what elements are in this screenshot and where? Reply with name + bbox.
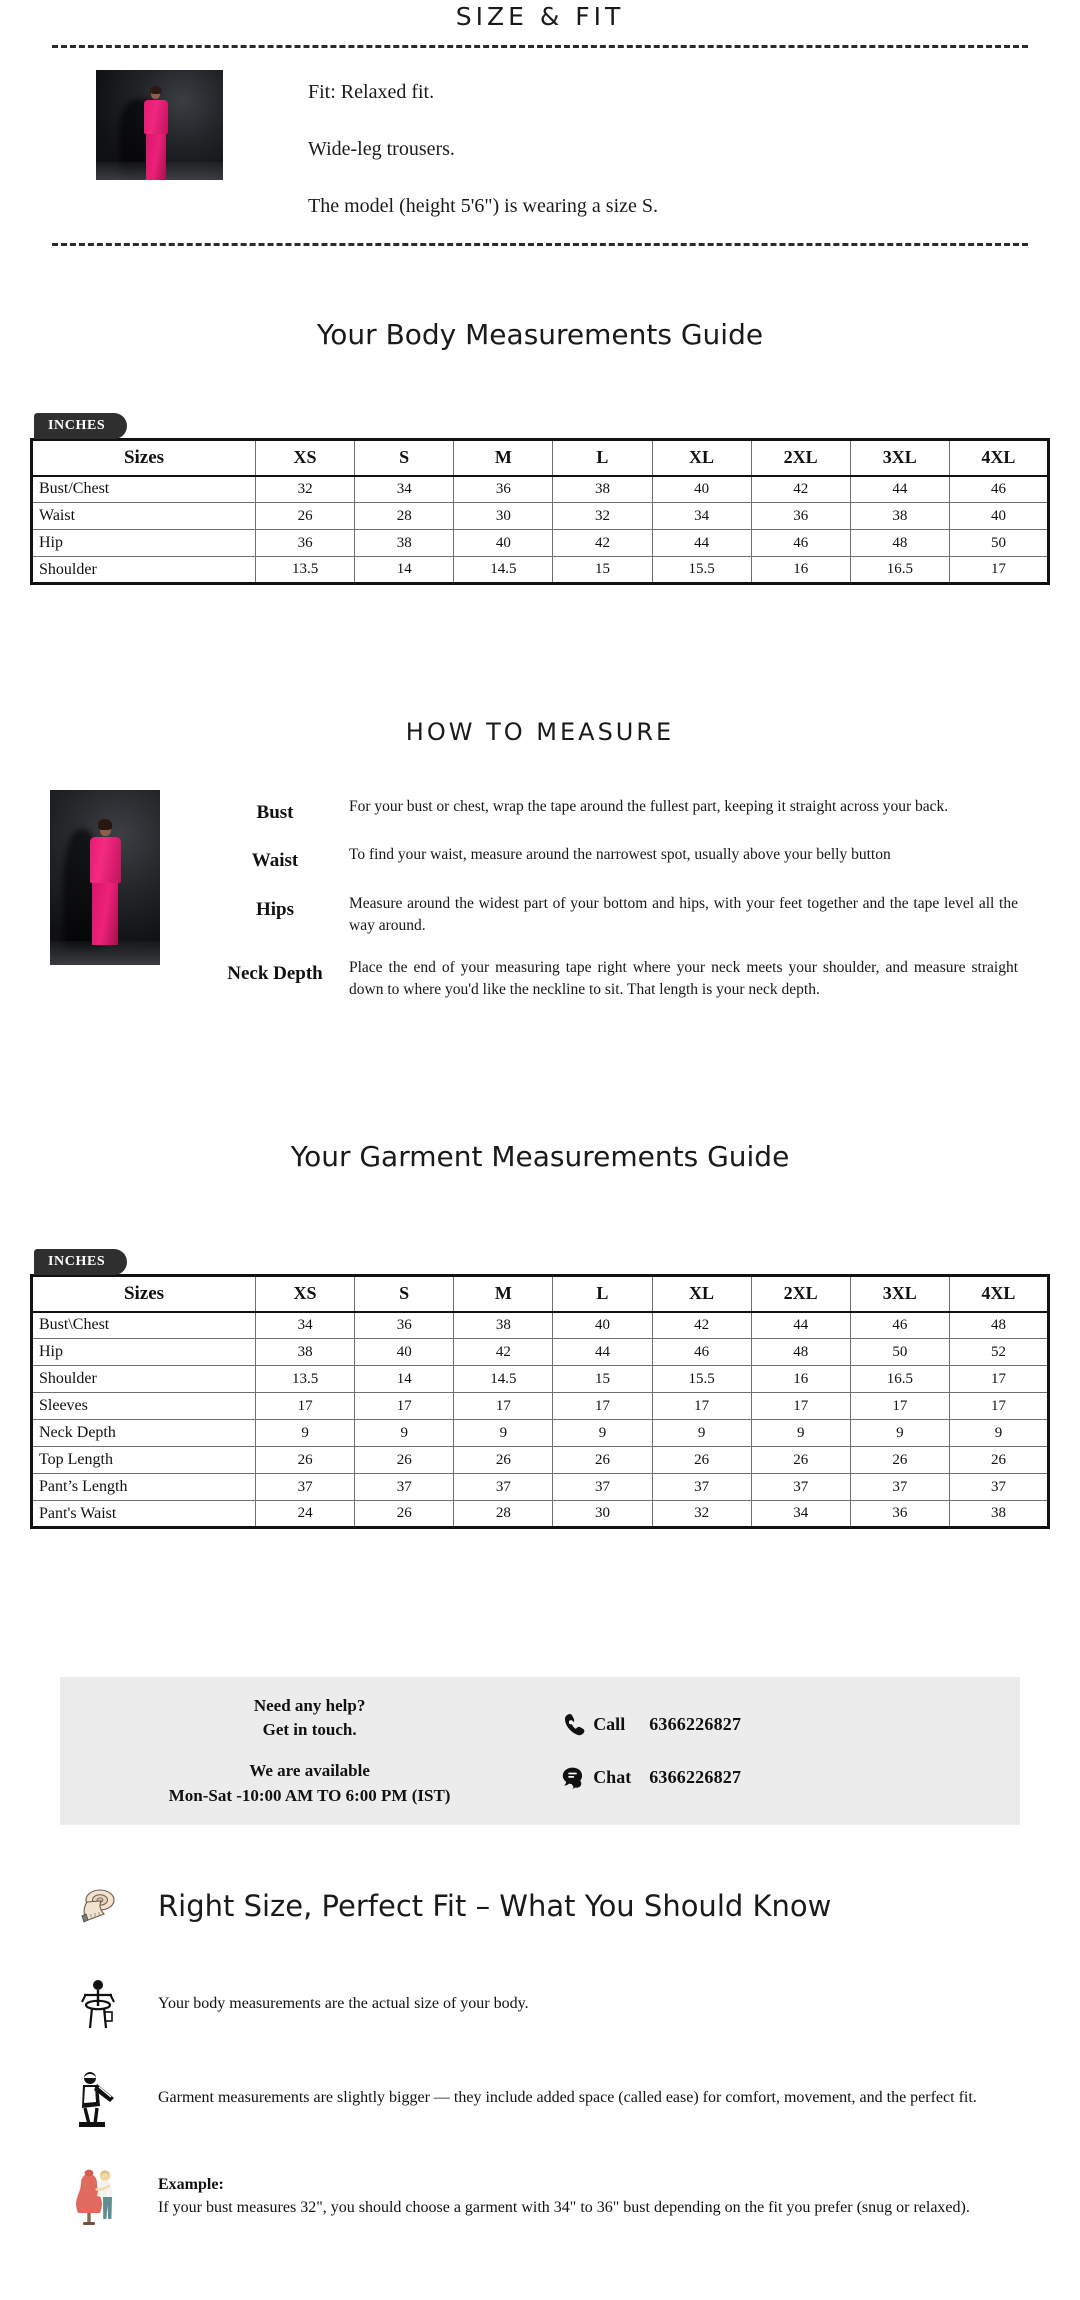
chat-number[interactable]: 6366226827 [649,1767,742,1787]
col-header-3xl: 3XL [850,440,949,476]
cell: 42 [553,530,652,557]
cell: 26 [256,1447,355,1474]
cell: 46 [850,1312,949,1339]
col-header-4xl: 4XL [949,1276,1048,1312]
col-header-xs: XS [256,1276,355,1312]
cell: 36 [256,530,355,557]
table-row [32,1501,1049,1528]
need-help-group [60,1694,559,1743]
row-label: Shoulder [32,1366,256,1393]
example-label: Example: [158,2175,224,2193]
table-row [32,1312,1049,1339]
col-header-m: M [454,440,553,476]
cell: 14.5 [454,557,553,584]
tips-section [0,1878,1080,2228]
table-row [32,1339,1049,1366]
cell: 32 [553,503,652,530]
cell: 26 [355,1447,454,1474]
call-number[interactable]: 6366226827 [649,1714,742,1734]
cell: 17 [355,1393,454,1420]
tape-measure-icon [60,1878,136,1934]
cell: 38 [553,476,652,503]
unit-tab-inches-garment[interactable]: INCHES [34,1249,127,1275]
table-header-row [32,1276,1049,1312]
cell: 37 [553,1474,652,1501]
tip-item-garment-ease [60,2068,1020,2128]
cell: 15.5 [652,557,751,584]
measure-description: Place the end of your measuring tape right where your neck meets your shoulder, and measure straight down to where you'd like the neckline to sit. That length is your neck depth. [349,958,1018,998]
tips-heading: Right Size, Perfect Fit – What You Should Know [158,1889,832,1923]
cell: 26 [256,503,355,530]
page-title: SIZE & FIT [455,2,625,31]
col-header-sizes: Sizes [32,440,256,476]
model-figure [141,88,171,180]
measure-item-hips [215,893,1028,937]
cell: 14.5 [454,1366,553,1393]
cell: 26 [751,1447,850,1474]
garment-table-body [32,1312,1049,1528]
cell: 44 [751,1312,850,1339]
table-row [32,476,1049,503]
phone-icon [559,1712,585,1738]
model-photo-measure [50,790,160,965]
cell: 42 [751,476,850,503]
cell: 38 [454,1312,553,1339]
cell: 37 [751,1474,850,1501]
cell: 30 [454,503,553,530]
cell: 44 [850,476,949,503]
cell: 52 [949,1339,1048,1366]
cell: 28 [454,1501,553,1528]
cell: 36 [454,476,553,503]
tip-text-example [158,2173,1020,2219]
garment-measurements-table-wrap [0,1248,1080,1529]
cell: 24 [256,1501,355,1528]
need-help-line-1: Need any help? [253,1695,366,1715]
cell: 26 [949,1447,1048,1474]
table-row [32,1474,1049,1501]
col-header-4xl: 4XL [949,440,1048,476]
cell: 13.5 [256,557,355,584]
cell: 17 [751,1393,850,1420]
cell: 17 [949,1366,1048,1393]
cell: 46 [949,476,1048,503]
measure-description: Measure around the widest part of your bottom and hips, with your feet together and the tape level all the way around. [349,894,1018,934]
fit-line-3: The model (height 5'6") is wearing a size S. [308,195,659,217]
tip-item-example [60,2164,1020,2228]
cell: 15.5 [652,1366,751,1393]
cell: 40 [355,1339,454,1366]
dress-form-icon [60,2164,136,2228]
cell: 37 [454,1474,553,1501]
fit-line-2: Wide-leg trousers. [308,138,455,160]
help-contact-section [0,1677,1080,1825]
cell: 13.5 [256,1366,355,1393]
chat-label: Chat [593,1767,632,1787]
garment-measurements-section [0,1140,1080,1173]
measure-description: To find your waist, measure around the narrowest spot, usually above your belly button [349,846,891,864]
cell: 30 [553,1501,652,1528]
cell: 17 [949,1393,1048,1420]
cell: 37 [850,1474,949,1501]
model-head [151,88,160,99]
cell: 38 [256,1339,355,1366]
row-label: Neck Depth [32,1420,256,1447]
cell: 9 [751,1420,850,1447]
cell: 40 [553,1312,652,1339]
cell: 28 [355,503,454,530]
cell: 26 [553,1447,652,1474]
cell: 16.5 [850,1366,949,1393]
cell: 14 [355,557,454,584]
model-top-garment [144,100,168,134]
cell: 37 [355,1474,454,1501]
table-row [32,1447,1049,1474]
model-hair [98,819,112,830]
model-trousers [146,134,166,180]
cell: 17 [553,1393,652,1420]
row-label: Bust\Chest [32,1312,256,1339]
body-guide-heading: Your Body Measurements Guide [316,318,764,351]
example-body: If your bust measures 32", you should choose a garment with 34" to 36" bust depending on the fit you prefer (snug or relaxed). [158,2199,970,2216]
cell: 26 [850,1447,949,1474]
cell: 50 [850,1339,949,1366]
col-header-s: S [355,440,454,476]
cell: 44 [553,1339,652,1366]
col-header-sizes: Sizes [32,1276,256,1312]
cell: 44 [652,530,751,557]
fit-line-1: Fit: Relaxed fit. [308,81,435,103]
cell: 37 [652,1474,751,1501]
row-label: Pant's Waist [32,1501,256,1528]
body-measurements-table-wrap [0,412,1080,585]
tips-heading-row [60,1878,1020,1934]
body-measurements-section [0,318,1080,351]
cell: 38 [355,530,454,557]
measure-item-neck-depth [215,957,1028,1001]
cell: 15 [553,1366,652,1393]
col-header-xl: XL [652,440,751,476]
unit-tab-inches-body[interactable]: INCHES [34,413,127,439]
col-header-xl: XL [652,1276,751,1312]
cell: 9 [949,1420,1048,1447]
chat-contact-row[interactable] [559,1765,1020,1791]
cell: 46 [751,530,850,557]
cell: 17 [454,1393,553,1420]
measure-term: Hips [255,898,295,920]
row-label: Hip [32,1339,256,1366]
cell: 48 [751,1339,850,1366]
cell: 34 [256,1312,355,1339]
fit-description-block [0,48,1080,219]
fit-text-lines [308,70,658,219]
cell: 40 [949,503,1048,530]
cell: 34 [751,1501,850,1528]
tip-text: Your body measurements are the actual size of your body. [158,1995,529,2013]
cell: 15 [553,557,652,584]
availability-line-1: We are available [249,1761,370,1780]
measure-item-bust [215,796,1028,824]
col-header-3xl: 3XL [850,1276,949,1312]
cell: 9 [355,1420,454,1447]
help-text-block [60,1694,559,1809]
table-row [32,557,1049,584]
cell: 26 [454,1447,553,1474]
cell: 16 [751,557,850,584]
col-header-xs: XS [256,440,355,476]
cell: 37 [256,1474,355,1501]
cell: 42 [652,1312,751,1339]
cell: 38 [949,1501,1048,1528]
cell: 9 [256,1420,355,1447]
divider-bottom [52,243,1028,246]
measure-definition-list [215,790,1028,1001]
measure-description: For your bust or chest, wrap the tape around the fullest part, keeping it straight across your back. [349,798,949,815]
model-hair [150,86,161,94]
cell: 46 [652,1339,751,1366]
measure-item-waist [215,844,1028,872]
cell: 37 [949,1474,1048,1501]
row-label: Top Length [32,1447,256,1474]
measure-term: Waist [251,850,299,872]
cell: 34 [355,476,454,503]
col-header-2xl: 2XL [751,440,850,476]
model-top-garment [90,837,121,883]
row-label: Bust/Chest [32,476,256,503]
availability-group [60,1759,559,1808]
cell: 36 [355,1312,454,1339]
cell: 40 [454,530,553,557]
size-and-fit-section [0,0,1080,246]
cell: 26 [355,1501,454,1528]
cell: 9 [454,1420,553,1447]
call-label: Call [593,1714,626,1734]
row-label: Waist [32,503,256,530]
cell: 32 [256,476,355,503]
row-label: Sleeves [32,1393,256,1420]
garment-guide-heading: Your Garment Measurements Guide [290,1140,790,1173]
table-row [32,530,1049,557]
cell: 17 [652,1393,751,1420]
availability-line-2: Mon-Sat -10:00 AM TO 6:00 PM (IST) [168,1785,451,1805]
cell: 26 [652,1447,751,1474]
table-header-row [32,440,1049,476]
model-head [100,822,111,836]
col-header-l: L [553,1276,652,1312]
cell: 17 [949,557,1048,584]
cell: 14 [355,1366,454,1393]
cell: 34 [652,503,751,530]
model-photo-top [96,70,223,180]
cell: 9 [850,1420,949,1447]
cell: 9 [652,1420,751,1447]
table-row [32,1420,1049,1447]
how-to-measure-body [0,790,1080,1001]
cell: 17 [850,1393,949,1420]
how-to-measure-heading: HOW TO MEASURE [405,718,675,746]
cell: 32 [652,1501,751,1528]
tip-text: Garment measurements are slightly bigger — they include added space (called ease) for comfort, movement, and the perfect fit. [158,2089,977,2107]
col-header-m: M [454,1276,553,1312]
tailor-icon [60,2068,136,2128]
cell: 36 [850,1501,949,1528]
cell: 48 [850,530,949,557]
garment-measurements-table [30,1274,1050,1529]
chat-bubble-icon [559,1765,585,1791]
row-label: Shoulder [32,557,256,584]
model-figure [86,822,124,945]
row-label: Pant’s Length [32,1474,256,1501]
col-header-s: S [355,1276,454,1312]
cell: 40 [652,476,751,503]
need-help-line-2: Get in touch. [262,1720,357,1740]
measure-term: Bust [256,802,294,823]
table-row [32,1366,1049,1393]
tip-item-body-measurements [60,1976,1020,2032]
cell: 36 [751,503,850,530]
body-table-body [32,476,1049,584]
cell: 50 [949,530,1048,557]
cell: 38 [850,503,949,530]
how-to-measure-section [0,718,1080,746]
table-row [32,503,1049,530]
table-row [32,1393,1049,1420]
col-header-l: L [553,440,652,476]
cell: 16.5 [850,557,949,584]
col-header-2xl: 2XL [751,1276,850,1312]
help-contact-block [559,1712,1020,1791]
cell: 9 [553,1420,652,1447]
model-trousers [92,883,118,945]
body-measuring-icon [60,1976,136,2032]
cell: 48 [949,1312,1048,1339]
cell: 17 [256,1393,355,1420]
call-contact-row[interactable] [559,1712,1020,1738]
body-measurements-table [30,438,1050,585]
row-label: Hip [32,530,256,557]
cell: 42 [454,1339,553,1366]
cell: 16 [751,1366,850,1393]
measure-term: Neck Depth [227,962,323,984]
